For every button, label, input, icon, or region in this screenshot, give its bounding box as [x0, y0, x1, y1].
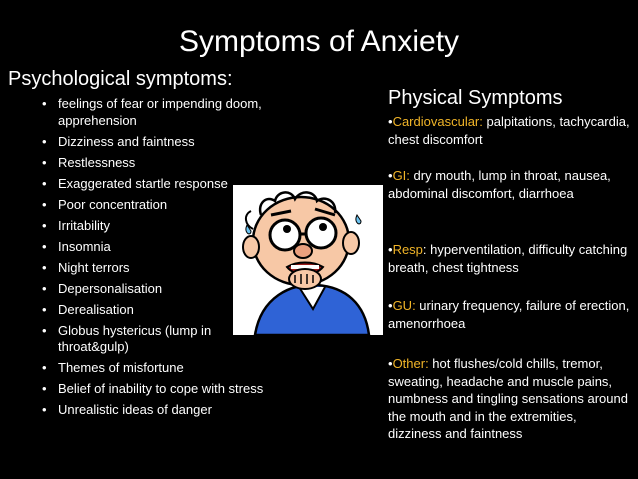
list-item: • Unrealistic ideas of danger [40, 402, 272, 419]
list-item: • Themes of misfortune [40, 360, 272, 377]
list-item: • Insomnia [40, 239, 272, 256]
group-label: Cardiovascular: [392, 114, 483, 129]
group-text: : hyperventilation, difficulty catching breath, chest tightness [388, 242, 628, 275]
list-item: • feelings of fear or impending doom, apprehension [40, 96, 272, 129]
list-item: • Exaggerated startle response [40, 176, 272, 193]
group-text: palpitations, tachycardia, chest discomfort [388, 114, 630, 147]
list-item: • Poor concentration [40, 197, 272, 214]
list-item: • Belief of inability to cope with stress [40, 381, 272, 398]
group-text: dry mouth, lump in throat, nausea, abdominal discomfort, diarrhoea [388, 168, 611, 201]
physical-group-gu [388, 297, 632, 332]
bullet: • [388, 168, 393, 183]
group-label: Resp [392, 242, 423, 257]
physical-group-gi [388, 167, 632, 202]
psychological-heading: Psychological symptoms: [8, 68, 233, 90]
list-item: • Globus hystericus (lump in throat&gulp) [40, 323, 272, 356]
list-item: • Restlessness [40, 155, 272, 172]
list-item: • Dizziness and faintness [40, 134, 272, 151]
slide-title: Symptoms of Anxiety [178, 25, 460, 58]
group-text: hot flushes/cold chills, tremor, sweating, headache and muscle pains, numbness and tingling sensations around the mouth and in the extremities, dizziness and faintness [388, 356, 628, 441]
list-item: • Irritability [40, 218, 272, 235]
list-item: • Depersonalisation [40, 281, 272, 298]
anxious-cartoon-face-icon [233, 185, 383, 335]
list-item: • Night terrors [40, 260, 272, 277]
physical-group-other [388, 355, 632, 443]
list-item: • Derealisation [40, 302, 272, 319]
group-label: Other: [392, 356, 429, 371]
bullet: • [388, 298, 393, 313]
group-text: urinary frequency, failure of erection, amenorrhoea [388, 298, 630, 331]
group-label: GU: [392, 298, 416, 313]
bullet: • [388, 114, 393, 129]
bullet: • [388, 356, 393, 371]
physical-heading: Physical Symptoms [388, 87, 563, 109]
group-label: GI: [392, 168, 410, 183]
physical-group-resp [388, 241, 632, 276]
physical-group-cardiovascular [388, 113, 632, 148]
bullet: • [388, 242, 393, 257]
